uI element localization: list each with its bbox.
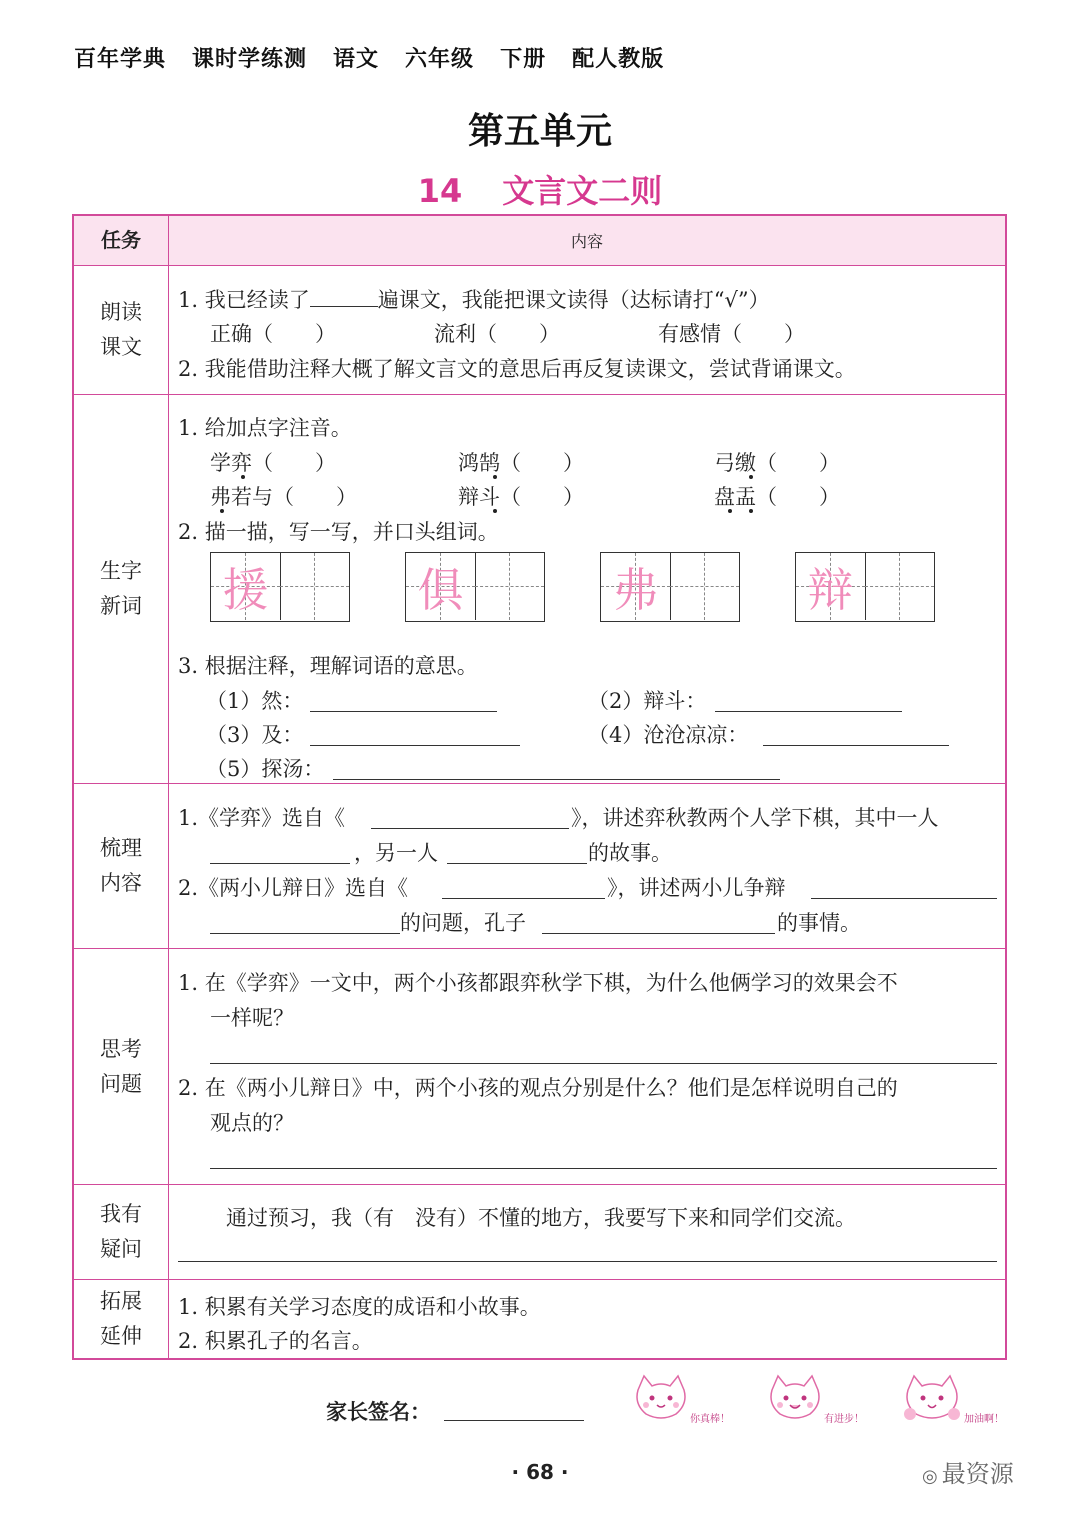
trace-char: 俱 [417,562,464,617]
pinyin-item[interactable]: 弗若与（ ） [210,485,357,509]
def-label: （2）辩斗： [588,689,707,713]
row-sort [74,783,1005,948]
pinyin-item[interactable]: 辩斗（ ） [458,485,584,509]
answer-line[interactable] [371,828,569,829]
extend-q1: 1. 积累有关学习态度的成语和小故事。 [178,1295,541,1319]
trace-cell [211,553,281,620]
answer-line[interactable] [442,898,605,899]
header-item: 课时学练测 [192,47,308,72]
answer-line[interactable] [210,1168,997,1169]
sticker-progress[interactable] [764,1372,864,1424]
sort-q2-b: 》，讲述两小儿争辩 [607,876,786,900]
wechat-icon: ◎ [922,1466,938,1487]
header-item: 配人教版 [572,47,665,72]
read-count-blank[interactable] [310,288,378,307]
row-extend [74,1279,1005,1358]
head-content: 内容 [570,232,603,251]
watermark-text: 最资源 [941,1460,1014,1488]
header-item: 六年级 [405,47,475,72]
answer-line[interactable] [210,1063,997,1064]
pinyin-item[interactable]: 盘盂（ ） [714,485,840,509]
cat-icon [630,1372,692,1424]
answer-line[interactable] [333,779,780,780]
read-q2: 2. 我能借助注释大概了解文言文的意思后再反复读课文，尝试背诵课文。 [178,357,856,381]
write-cell [865,553,934,620]
answer-line[interactable] [310,711,497,712]
emphasis-dot [728,509,732,513]
emphasis-dot [749,509,753,513]
head-task: 任务 [74,216,169,265]
def-label: （5）探汤： [206,757,325,781]
row-label: 拓展 延伸 [74,1280,169,1358]
trace-char: 援 [222,562,269,617]
think-q1-line2: 一样呢？ [210,1006,294,1030]
page-number: · 68 · [511,1460,569,1484]
row-label: 朗读 课文 [74,266,169,394]
write-cell [280,553,349,620]
write-cell [475,553,544,620]
task-table [72,214,1007,1360]
writing-grid[interactable] [405,552,545,622]
answer-line[interactable] [715,711,902,712]
think-q1-line1: 1. 在《学弈》一文中，两个小孩都跟弈秋学下棋，为什么他俩学习的效果会不 [178,971,898,995]
sticker-text: 加油啊！ [964,1414,1004,1425]
signature-line[interactable] [444,1420,584,1421]
def-label: （1）然： [206,689,304,713]
answer-line[interactable] [210,933,400,934]
answer-line[interactable] [178,1261,997,1262]
answer-line[interactable] [542,933,775,934]
pinyin-item[interactable]: 学弈（ ） [210,451,336,475]
lesson-name: 文言文二则 [502,172,663,210]
think-q2-line1: 2. 在《两小儿辩日》中，两个小孩的观点分别是什么？他们是怎样说明自己的 [178,1076,898,1100]
cat-icon [900,1370,964,1424]
row-think [74,948,1005,1184]
trace-char: 辩 [807,562,854,617]
watermark [922,1454,1014,1489]
sticker-great[interactable] [630,1372,730,1425]
think-q2-line2: 观点的？ [210,1111,294,1135]
def-label: （4）沧沧凉凉： [588,723,749,747]
answer-line[interactable] [447,863,587,864]
row-label: 生字 新词 [74,395,169,783]
sticker-text: 你真棒！ [690,1414,730,1425]
lesson-title [0,166,1080,212]
emphasis-dot [749,475,753,479]
write-cell [670,553,739,620]
doubt-text: 通过预习，我（有 没有）不懂的地方，我要写下来和同学们交流。 [226,1206,856,1230]
pinyin-item[interactable]: 弓缴（ ） [714,451,840,475]
header-item: 语文 [333,47,380,72]
sort-q2-a: 2.《两小儿辩日》选自《 [178,876,409,900]
read-opt-fluent[interactable]: 流利（ ） [434,322,560,346]
header-item: 百年学典 [74,47,167,72]
emphasis-dot [493,475,497,479]
book-header [74,42,690,73]
row-read [74,265,1005,394]
emphasis-dot [241,475,245,479]
words-q3: 3. 根据注释，理解词语的意思。 [178,654,478,678]
trace-cell [601,553,671,620]
read-q1-post: 遍课文，我能把课文读得（达标请打“√”） [377,288,770,312]
row-label: 我有 疑问 [74,1185,169,1279]
row-label: 思考 问题 [74,949,169,1184]
writing-grid[interactable] [600,552,740,622]
words-q2: 2. 描一描，写一写，并口头组词。 [178,520,499,544]
def-label: （3）及： [206,723,304,747]
emphasis-dot [220,509,224,513]
parent-signature-label: 家长签名： [326,1400,431,1424]
sort-q2-d: 的事情。 [777,911,861,935]
writing-grid[interactable] [210,552,350,622]
writing-grid[interactable] [795,552,935,622]
sort-q1-c: ，另一人 [354,841,438,865]
sort-q2-c: 的问题，孔子 [400,911,526,935]
pinyin-item[interactable]: 鸿鹄（ ） [458,451,584,475]
words-q1: 1. 给加点字注音。 [178,416,352,440]
read-q1-pre: 1. 我已经读了 [178,288,310,312]
header-item: 下册 [500,47,547,72]
sticker-cheer[interactable] [900,1370,1010,1424]
sort-q1-a: 1.《学弈》选自《 [178,806,346,830]
sticker-text: 有进步！ [824,1414,864,1425]
answer-line[interactable] [210,863,350,864]
cat-icon [764,1372,826,1424]
sort-q1-d: 的故事。 [588,841,672,865]
answer-line[interactable] [811,898,997,899]
emphasis-dot [493,509,497,513]
read-opt-correct[interactable]: 正确（ ） [210,322,336,346]
row-label: 梳理 内容 [74,784,169,948]
sort-q1-b: 》，讲述弈秋教两个人学下棋，其中一人 [571,806,939,830]
read-opt-emotion[interactable]: 有感情（ ） [658,322,805,346]
trace-cell [796,553,866,620]
extend-q2: 2. 积累孔子的名言。 [178,1329,373,1353]
unit-title: 第五单元 [467,111,612,152]
row-doubt [74,1184,1005,1279]
read-q1 [178,284,770,314]
row-words [74,394,1005,783]
answer-line[interactable] [763,745,949,746]
trace-cell [406,553,476,620]
answer-line[interactable] [310,745,520,746]
table-head-row [74,216,1005,265]
trace-char: 弗 [612,562,659,617]
lesson-number: 14 [417,172,463,210]
